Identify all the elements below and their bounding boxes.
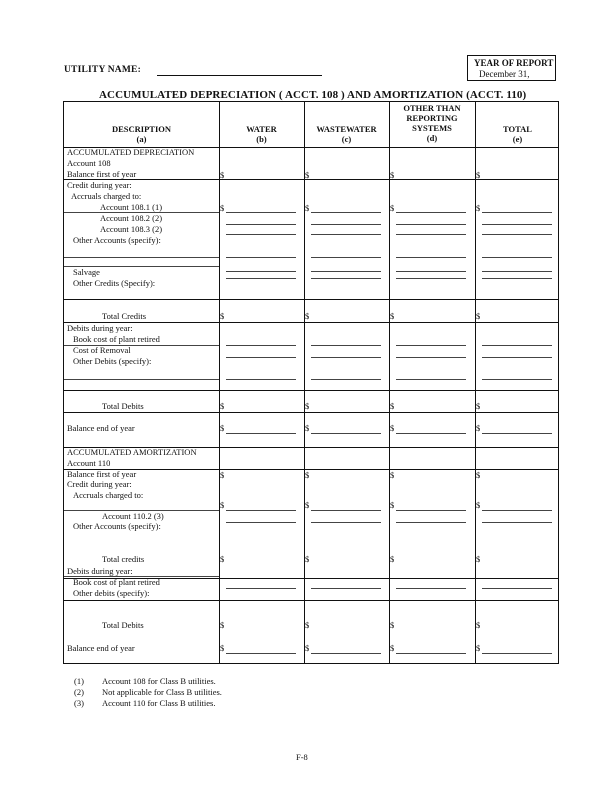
row-label-account-108: Account 108 [67,158,111,168]
amount-entry-line[interactable] [311,234,381,235]
row-label-debits-during-1: Debits during year: [67,323,133,333]
dollar-sign: $ [476,643,481,653]
footnote-text: Not applicable for Class B utilities. [102,687,222,697]
row-label-total-debits-1: Total Debits [102,401,144,411]
dollar-sign: $ [390,643,395,653]
row-label-acct-108-2: Account 108.2 (2) [100,213,163,223]
page-title: ACCUMULATED DEPRECIATION ( ACCT. 108 ) AND AMORTIZATION (ACCT. 110) [99,89,527,101]
amount-entry-line[interactable] [396,234,466,235]
dollar-sign: $ [390,311,395,321]
col-header-name-line: REPORTING [406,113,458,123]
year-of-report-box [467,55,556,81]
row-divider [64,469,558,470]
dollar-sign: $ [305,470,310,480]
amount-entry-line[interactable] [226,588,296,589]
row-label-cost-of-removal: Cost of Removal [73,345,131,355]
row-label-total-credits-1: Total Credits [102,311,147,321]
dollar-sign: $ [305,170,310,180]
dollar-sign: $ [390,470,395,480]
row-label-acct-108-1: Account 108.1 (1) [100,202,163,212]
row-label-credit-during-2: Credit during year: [67,479,132,489]
row-divider [64,299,558,300]
col-header-total [475,124,560,144]
footnote [74,687,374,698]
amount-entry-line[interactable] [311,588,381,589]
col-header-name-line: SYSTEMS [412,123,452,133]
dollar-sign: $ [390,203,395,213]
footnote-number: (3) [74,698,84,708]
row-label-debits-during-2: Debits during year: [67,566,133,576]
dollar-sign: $ [476,500,481,510]
dollar-sign: $ [220,470,225,480]
amount-entry-line[interactable] [311,257,381,258]
row-label-balance-end-2: Balance end of year [67,643,135,653]
col-header-name: DESCRIPTION [111,124,172,134]
dollar-sign: $ [476,620,481,630]
utility-name-label: UTILITY NAME: [64,65,141,75]
dollar-sign: $ [476,170,481,180]
amount-entry-line[interactable] [482,234,552,235]
description-write-line[interactable] [64,257,219,258]
description-write-line[interactable] [64,212,219,213]
col-header-wastewater [304,124,389,144]
dollar-sign: $ [476,423,481,433]
dollar-sign: $ [220,401,225,411]
row-label-balance-first-1: Balance first of year [67,169,137,179]
col-header-name: WATER [246,124,277,134]
row-label-accum-amort: ACCUMULATED AMORTIZATION [67,447,197,457]
amount-entry-line[interactable] [482,510,552,511]
row-label-accruals-1: Accruals charged to: [71,191,142,201]
col-header-code: (c) [341,134,352,144]
dollar-sign: $ [476,554,481,564]
row-label-book-cost-1: Book cost of plant retired [73,334,160,344]
dollar-sign: $ [390,170,395,180]
row-label-balance-first-2: Balance first of year [67,469,137,479]
row-label-balance-end-1: Balance end of year [67,423,135,433]
amount-entry-line[interactable] [482,212,552,213]
amount-entry-line[interactable] [396,271,466,272]
schedule-table [63,101,559,664]
amount-entry-line[interactable] [482,433,552,434]
row-divider [64,179,558,180]
footnote-text: Account 110 for Class B utilities. [102,698,216,708]
row-label-acct-110-2: Account 110.2 (3) [102,511,164,521]
dollar-sign: $ [220,500,225,510]
amount-entry-line[interactable] [226,510,296,511]
amount-entry-line[interactable] [226,234,296,235]
amount-entry-line[interactable] [482,278,552,279]
amount-entry-line[interactable] [396,345,466,346]
dollar-sign: $ [476,470,481,480]
dollar-sign: $ [476,203,481,213]
dollar-sign: $ [390,401,395,411]
col-header-name: TOTAL [503,124,532,134]
col-header-description [64,124,219,144]
amount-entry-line[interactable] [226,653,296,654]
row-label-other-credits: Other Credits (Specify): [73,278,156,288]
dollar-sign: $ [305,401,310,411]
row-divider [64,412,558,413]
row-divider [64,390,558,391]
amount-entry-line[interactable] [396,379,466,380]
dollar-sign: $ [390,500,395,510]
amount-entry-line[interactable] [226,212,296,213]
year-of-report-label: YEAR OF REPORT [474,58,554,68]
dollar-sign: $ [305,620,310,630]
footnote [74,698,374,709]
col-header-name: WASTEWATER [316,124,377,134]
row-label-accum-dep: ACCUMULATED DEPRECIATION [67,147,195,157]
dollar-sign: $ [220,554,225,564]
amount-entry-line[interactable] [226,271,296,272]
amount-entry-line[interactable] [482,653,552,654]
dollar-sign: $ [305,554,310,564]
amount-entry-line[interactable] [396,588,466,589]
amount-entry-line[interactable] [482,224,552,225]
footnote-number: (2) [74,687,84,697]
amount-entry-line[interactable] [311,224,381,225]
col-header-code: (e) [512,134,523,144]
amount-entry-line[interactable] [482,257,552,258]
amount-entry-line[interactable] [396,357,466,358]
dollar-sign: $ [220,170,225,180]
amount-entry-line[interactable] [226,357,296,358]
row-label-acct-108-3: Account 108.3 (2) [100,224,163,234]
row-label-other-accounts-1: Other Accounts (specify): [73,235,161,245]
description-write-line[interactable] [64,510,219,511]
description-write-line[interactable] [64,379,219,380]
footnote [74,676,374,687]
amount-entry-line[interactable] [226,433,296,434]
row-label-other-accounts-2: Other Accounts (specify): [73,521,161,531]
amount-entry-line[interactable] [311,379,381,380]
amount-entry-line[interactable] [482,271,552,272]
row-label-salvage: Salvage [73,267,100,277]
row-divider [64,600,558,601]
amount-entry-line[interactable] [226,345,296,346]
amount-entry-line[interactable] [226,278,296,279]
dollar-sign: $ [390,423,395,433]
amount-entry-line[interactable] [311,357,381,358]
dollar-sign: $ [476,401,481,411]
dollar-sign: $ [220,643,225,653]
amount-entry-line[interactable] [482,345,552,346]
dollar-sign: $ [220,311,225,321]
amount-entry-line[interactable] [396,257,466,258]
col-header-code: (a) [136,134,147,144]
dollar-sign: $ [305,423,310,433]
dollar-sign: $ [305,311,310,321]
dollar-sign: $ [220,423,225,433]
footnote-text: Account 108 for Class B utilities. [102,676,216,686]
report-date: December 31, [479,69,530,79]
dollar-sign: $ [220,203,225,213]
dollar-sign: $ [476,311,481,321]
col-header-code: (d) [426,133,438,143]
amount-entry-line[interactable] [226,379,296,380]
col-header-other-systems [389,103,475,143]
amount-entry-line[interactable] [396,653,466,654]
amount-entry-line[interactable] [396,522,466,523]
amount-entry-line[interactable] [311,653,381,654]
row-label-accruals-2: Accruals charged to: [73,490,144,500]
description-write-line[interactable] [64,266,219,267]
row-label-book-cost-2: Book cost of plant retired [73,577,160,587]
row-label-other-debits-1: Other Debits (specify): [73,356,152,366]
amount-entry-line[interactable] [482,357,552,358]
footnotes [74,676,374,709]
dollar-sign: $ [305,203,310,213]
amount-entry-line[interactable] [311,212,381,213]
row-label-account-110: Account 110 [67,458,111,468]
amount-entry-line[interactable] [311,271,381,272]
col-header-water [219,124,304,144]
amount-entry-line[interactable] [226,257,296,258]
row-label-other-debits-2: Other debits (specify): [73,588,150,598]
amount-entry-line[interactable] [311,278,381,279]
row-divider [64,322,558,323]
row-label-total-debits-2: Total Debits [102,620,144,630]
dollar-sign: $ [390,554,395,564]
dollar-sign: $ [305,643,310,653]
amount-entry-line[interactable] [311,433,381,434]
amount-entry-line[interactable] [396,212,466,213]
amount-entry-line[interactable] [482,588,552,589]
dollar-sign: $ [220,620,225,630]
amount-entry-line[interactable] [396,510,466,511]
utility-name-field[interactable] [157,75,322,76]
dollar-sign: $ [305,500,310,510]
amount-entry-line[interactable] [396,433,466,434]
amount-entry-line[interactable] [226,224,296,225]
amount-entry-line[interactable] [482,379,552,380]
row-label-total-credits-2: Total credits [102,554,145,564]
amount-entry-line[interactable] [226,522,296,523]
amount-entry-line[interactable] [396,224,466,225]
row-label-credit-during-1: Credit during year: [67,180,132,190]
page-number: F-8 [296,752,308,762]
amount-entry-line[interactable] [311,522,381,523]
dollar-sign: $ [390,620,395,630]
footnote-number: (1) [74,676,84,686]
description-write-line[interactable] [64,576,219,577]
amount-entry-line[interactable] [311,345,381,346]
amount-entry-line[interactable] [396,278,466,279]
col-header-code: (b) [256,134,267,144]
col-header-name-line: OTHER THAN [403,103,461,113]
amount-entry-line[interactable] [482,522,552,523]
amount-entry-line[interactable] [311,510,381,511]
description-write-line[interactable] [64,345,219,346]
